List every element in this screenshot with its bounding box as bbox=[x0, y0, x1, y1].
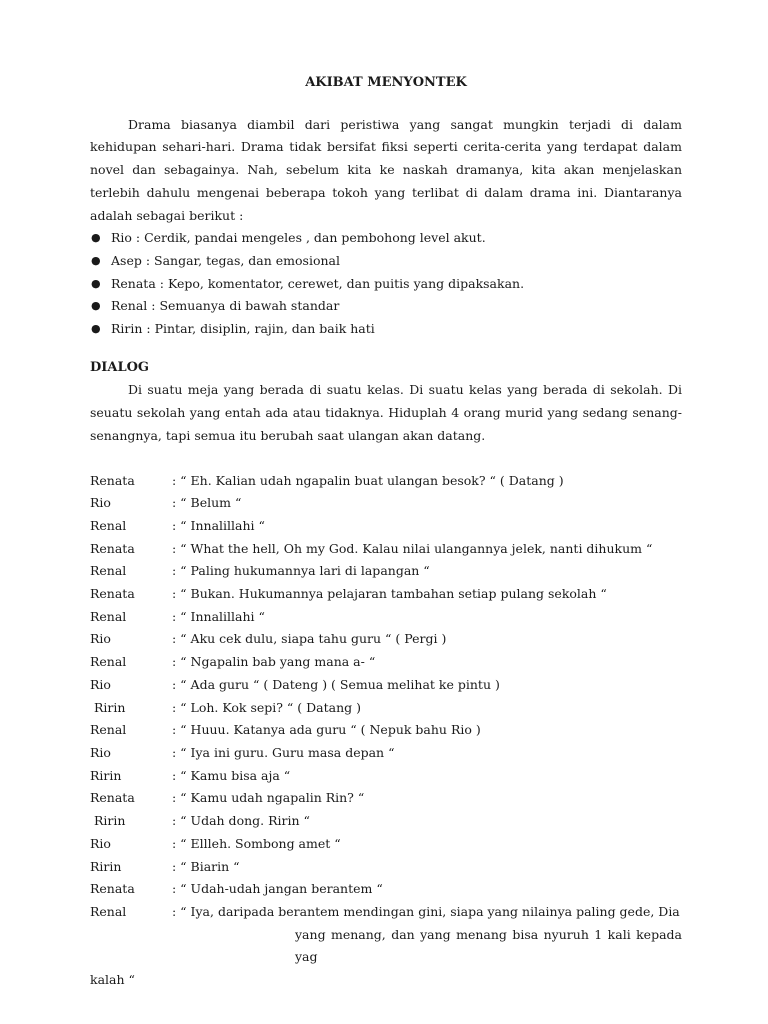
dialog-line bbox=[90, 515, 682, 538]
dialog-line bbox=[90, 878, 682, 901]
dialog-text: : “ Ada guru “ ( Dateng ) ( Semua melihat ke pintu ) bbox=[172, 676, 500, 692]
dialog-text: : “ Bukan. Hukumannya pelajaran tambahan setiap pulang sekolah “ bbox=[172, 586, 607, 602]
dialog-line bbox=[90, 765, 682, 788]
dialog-line bbox=[90, 606, 682, 629]
dialog-text: : “ Kamu udah ngapalin Rin? “ bbox=[172, 790, 365, 806]
intro-paragraph: Drama biasanya diambil dari peristiwa yang sangat mungkin terjadi di dalam kehidupan sehari-hari. Drama tidak bersifat fiksi seperti cerita-cerita yang terdapat dalam novel dan sebagainya. Nah, sebelum kita ke naskah dramanya, kita akan menjelaskan terlebih dahulu mengenai beberapa tokoh yang terlibat di dalam drama ini. Diantaranya adalah sebagai berikut : bbox=[90, 116, 682, 223]
dialog-text: : “ Udah-udah jangan berantem “ bbox=[172, 881, 383, 897]
dialog-line bbox=[90, 492, 682, 515]
speaker-name: Renata bbox=[90, 540, 135, 556]
document-page bbox=[90, 72, 682, 992]
dialog-text: : “ Kamu bisa aja “ bbox=[172, 767, 291, 783]
dialog-text: : “ Ngapalin bab yang mana a- “ bbox=[172, 654, 376, 670]
speaker-name: Renal bbox=[90, 903, 127, 919]
speaker-name: Renal bbox=[90, 654, 127, 670]
dialog-text: : “ Innalillahi “ bbox=[172, 608, 265, 624]
dialog-line bbox=[90, 628, 682, 651]
speaker-name: Rio bbox=[90, 835, 111, 851]
dialog-text: : “ Udah dong. Ririn “ bbox=[172, 813, 310, 829]
speaker-name: Ririn bbox=[90, 767, 122, 783]
speaker-name: Rio bbox=[90, 676, 111, 692]
speaker-name: Renata bbox=[90, 586, 135, 602]
dialog-text: : “ Biarin “ bbox=[172, 858, 240, 874]
speaker-name: Ririn bbox=[94, 813, 126, 829]
cast-list bbox=[90, 227, 682, 341]
speaker-name: Renata bbox=[90, 881, 135, 897]
dialog-heading: DIALOG bbox=[90, 359, 150, 375]
dialog-line bbox=[90, 538, 682, 561]
dialog-line bbox=[90, 719, 682, 742]
cast-item-ririn bbox=[90, 318, 682, 341]
dialog-line bbox=[90, 810, 682, 833]
cast-item-renata bbox=[90, 273, 682, 296]
dialog-line bbox=[90, 787, 682, 810]
bullet-icon: ● bbox=[91, 231, 101, 245]
cast-item-text: Renata : Kepo, komentator, cerewet, dan puitis yang dipaksakan. bbox=[111, 275, 525, 291]
dialog-continuation-line: yang menang, dan yang menang bisa nyuruh 1 kali kepada yag bbox=[295, 926, 682, 965]
dialog-text: : “ Eh. Kalian udah ngapalin buat ulangan besok? “ ( Datang ) bbox=[172, 472, 564, 488]
dialog-text: : “ Innalillahi “ bbox=[172, 517, 265, 533]
dialog-script bbox=[90, 470, 682, 992]
speaker-name: Rio bbox=[90, 495, 111, 511]
speaker-name: Renal bbox=[90, 517, 127, 533]
cast-item-rio bbox=[90, 227, 682, 250]
dialog-line bbox=[90, 470, 682, 493]
speaker-name: Ririn bbox=[94, 699, 126, 715]
speaker-name: Renal bbox=[90, 608, 127, 624]
speaker-name: Renal bbox=[90, 563, 127, 579]
dialog-text: : “ Loh. Kok sepi? “ ( Datang ) bbox=[172, 699, 362, 715]
cast-item-text: Renal : Semuanya di bawah standar bbox=[111, 298, 340, 314]
dialog-text: : “ Paling hukumannya lari di lapangan “ bbox=[172, 563, 430, 579]
cast-item-renal bbox=[90, 295, 682, 318]
dialog-text: : “ Iya, daripada berantem mendingan gini, siapa yang nilainya paling gede, Dia bbox=[172, 903, 680, 919]
dialog-text: : “ Ellleh. Sombong amet “ bbox=[172, 835, 341, 851]
document-title: AKIBAT MENYONTEK bbox=[305, 75, 467, 90]
dialog-text: : “ Aku cek dulu, siapa tahu guru “ ( Pergi ) bbox=[172, 631, 447, 647]
bullet-icon: ● bbox=[91, 253, 101, 267]
dialog-line bbox=[90, 674, 682, 697]
cast-item-asep bbox=[90, 250, 682, 273]
cast-item-text: Asep : Sangar, tegas, dan emosional bbox=[111, 252, 340, 268]
speaker-name: Rio bbox=[90, 631, 111, 647]
cast-item-text: Ririn : Pintar, disiplin, rajin, dan baik hati bbox=[111, 321, 375, 337]
dialog-line bbox=[90, 856, 682, 879]
dialog-text: : “ Huuu. Katanya ada guru “ ( Nepuk bahu Rio ) bbox=[172, 722, 481, 738]
cast-item-text: Rio : Cerdik, pandai mengeles , dan pembohong level akut. bbox=[111, 230, 486, 246]
bullet-icon: ● bbox=[91, 276, 101, 290]
bullet-icon: ● bbox=[91, 299, 101, 313]
dialog-line bbox=[90, 833, 682, 856]
dialog-text: : “ What the hell, Oh my God. Kalau nilai ulangannya jelek, nanti dihukum “ bbox=[172, 540, 653, 556]
dialog-text: : “ Belum “ bbox=[172, 495, 242, 511]
dialog-line bbox=[90, 742, 682, 765]
dialog-intro-paragraph: Di suatu meja yang berada di suatu kelas. Di suatu kelas yang berada di sekolah. Di seuatu sekolah yang entah ada atau tidaknya. Hiduplah 4 orang murid yang sedang senang- senangnya, tapi semua itu berubah saat ulangan akan datang. bbox=[90, 382, 682, 443]
speaker-name: Renal bbox=[90, 722, 127, 738]
dialog-line bbox=[90, 560, 682, 583]
speaker-name: Renata bbox=[90, 790, 135, 806]
dialog-text: : “ Iya ini guru. Guru masa depan “ bbox=[172, 744, 395, 760]
speaker-name: Renata bbox=[90, 472, 135, 488]
dialog-line bbox=[90, 697, 682, 720]
speaker-name: Ririn bbox=[90, 858, 122, 874]
dialog-line bbox=[90, 651, 682, 674]
bullet-icon: ● bbox=[91, 322, 101, 336]
speaker-name: Rio bbox=[90, 744, 111, 760]
dialog-line bbox=[90, 583, 682, 606]
dialog-continuation-line: kalah “ bbox=[90, 972, 135, 988]
dialog-line bbox=[90, 901, 682, 924]
